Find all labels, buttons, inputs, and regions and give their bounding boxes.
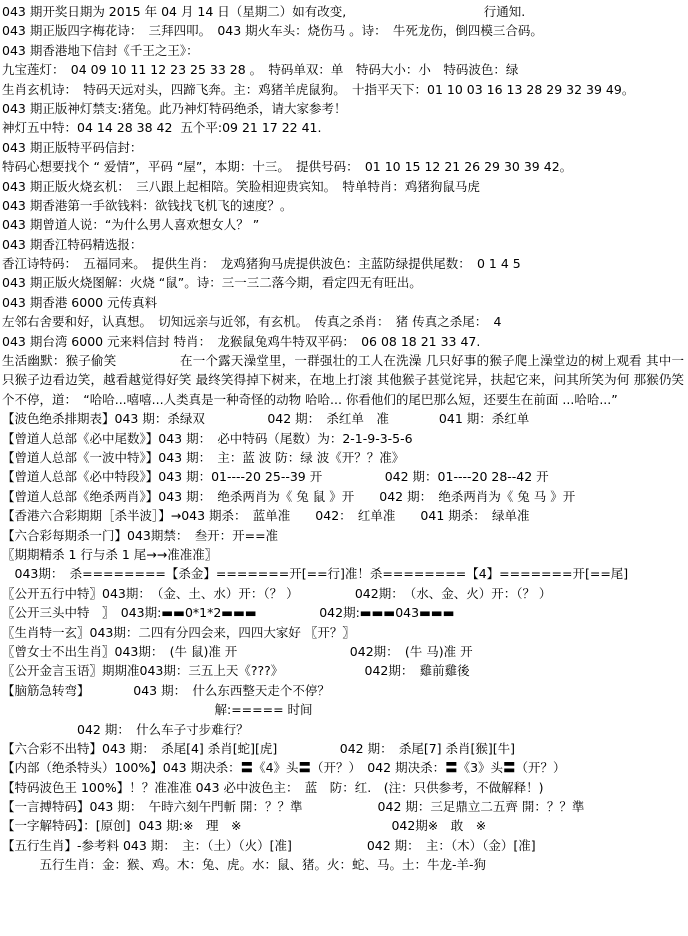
info-lines bbox=[2, 2, 684, 351]
prediction-row: 〖公开金言玉语〗期期准043期：三五上天《???》 042期： 雞前雞後 bbox=[2, 663, 470, 679]
prediction-row: 【六合彩每期杀一门】043期禁： 叁开：开==准 bbox=[2, 527, 279, 543]
text-line: 香江诗特码： 五福同来。 提供生肖： 龙鸡猪狗马虎提供波色：主蓝防绿提供尾数： 0 1 4 5 bbox=[2, 256, 521, 272]
text-line: 043 期台湾 6000 元来料信封 特肖： 龙猴鼠兔鸡牛特双平码： 06 08 18 21 33 47. bbox=[2, 333, 481, 349]
prediction-row: 〖期期精杀 1 行与杀 1 尾→→准准准〗 bbox=[2, 546, 218, 562]
prediction-row: 解:===== 时间 bbox=[2, 702, 313, 718]
story-title: 生活幽默： bbox=[2, 353, 66, 369]
prediction-row: 〖公开三头中特 〗 043期:▬▬0*1*2▬▬▬ 042期:▬▬▬043▬▬▬ bbox=[2, 605, 455, 621]
prediction-row: 【五行生肖】-参考料 043 期： 主：（土）（火）[准] 042 期： 主：（木）（金）[准] bbox=[2, 837, 536, 853]
prediction-row: 【波色绝杀排期表】043 期：杀绿双 042 期： 杀红单 准 041 期：杀红单 bbox=[2, 411, 530, 427]
prediction-row: 【特码波色王 100%】！？准准准 043 必中波色主： 蓝 防：红. (注：只供参考，不做解释！) bbox=[2, 779, 544, 795]
text-line: 特码心想要找个 “ 爱情”，平码 “屋”，本期：十三。 提供号码： 01 10 15 12 21 26 29 30 39 42。 bbox=[2, 159, 573, 175]
text-line: 左邻右舍要和好，认真想。 切知远亲与近邻，有玄机。 传真之杀肖： 猪 传真之杀尾： 4 bbox=[2, 314, 502, 330]
text-line: 043 期正版特平码信封： bbox=[2, 139, 143, 155]
prediction-row: 【六合彩不出特】043 期： 杀尾[4] 杀肖[蛇][虎] 042 期： 杀尾[7] 杀肖[猴][牛] bbox=[2, 740, 516, 756]
prediction-row: 【一言搏特码】043 期： 午時六刻午門斬 開：？？準 042 期：三足鼎立二五齊 開：？？準 bbox=[2, 799, 585, 815]
text-line: 043 期正版火烧玄机： 三八跟上起相陪。笑脸相迎贵宾知。 特单特肖：鸡猪狗鼠马虎 bbox=[2, 178, 480, 194]
text-line: 043 期香港第一手欲钱料：欲钱找飞机飞的速度？。 bbox=[2, 197, 293, 213]
text-line: 043 期正版四字梅花诗： 三拜四叩。 043 期火车头：烧伤马 。诗： 牛死龙伤，倒四模三合码。 bbox=[2, 23, 543, 39]
prediction-row: 【曾道人总部《一波中特》】043 期： 主：蓝 波 防：绿 波《开？？准》 bbox=[2, 450, 405, 466]
prediction-row: 〖公开五行中特〗043期： （金、土、水）开：（？ ） 042期： （水、金、火）开：（？ ） bbox=[2, 585, 552, 601]
prediction-row: 【香港六合彩期期［杀半波］】→043 期杀： 蓝单准 042： 红单准 041 期杀： 绿单准 bbox=[2, 508, 530, 524]
prediction-row: 〖生肖特一玄〗043期：二四有分四会来，四四大家好 〖开？〗 bbox=[2, 624, 355, 640]
text-line: 043 期香港地下信封《千王之王》： bbox=[2, 42, 199, 58]
prediction-row: 〖曾女士不出生肖〗043期： (牛 鼠)准 开 042期： (牛 马)准 开 bbox=[2, 643, 473, 659]
prediction-row: 【内部（绝杀特头）100%】043 期决杀：〓《4》头〓（开？） 042 期决杀：〓《3》头〓（开？） bbox=[2, 760, 566, 776]
prediction-row: 042 期： 什么车子寸步难行？ bbox=[2, 721, 249, 737]
prediction-row: 五行生肖：金：猴、鸡。木：兔、虎。水：鼠、猪。火：蛇、马。土：牛龙-羊-狗 bbox=[2, 857, 487, 873]
prediction-row: 【曾道人总部《必中特段》】043 期：01----20 25--39 开 042 期：01----20 28--42 开 bbox=[2, 469, 549, 485]
text-line: 043 期曾道人说：“为什么男人喜欢想女人？ ” bbox=[2, 217, 260, 233]
text-line: 生肖玄机诗： 特码天远对头，四蹄飞奔。主：鸡猪羊虎鼠狗。 十指平天下：01 10 03 16 13 28 29 32 39 49。 bbox=[2, 81, 635, 97]
prediction-row: 【脑筋急转弯】 043 期： 什么东西整天走个不停？ bbox=[2, 682, 330, 698]
text-line: 043 期香江特码精选报： bbox=[2, 236, 143, 252]
prediction-row: 【曾道人总部《绝杀两肖》】043 期： 绝杀两肖为《 兔 鼠 》开 042 期： 绝杀两肖为《 兔 马 》开 bbox=[2, 488, 576, 504]
story-headline: 猴子偷笑 bbox=[65, 353, 117, 369]
story-body: 在一个露天澡堂里，一群强壮的工人在洗澡 几只好事的猴子爬上澡堂边的树上观看 其中一只猴子边看边笑，越看越觉得好笑 最终笑得掉下树来，在地上打滚 其他猴子甚觉诧异，扶起它来，问其所笑为何 那猴仍笑个不停，道： “哈哈...嘻嘻...人类真是一种奇怪的动物 哈哈... 你看他们的尾巴那么短，还要生在前面 ...哈哈...” bbox=[2, 353, 684, 407]
prediction-row: 043期： 杀========【杀金】=======开[==行]准！杀========【4】=======开[==尾] bbox=[2, 566, 629, 582]
text-line: 043 期正版火烧图解：火烧 “鼠”。诗：三一三二落今期，看定四无有旺出。 bbox=[2, 275, 422, 291]
text-line: 九宝莲灯： 04 09 10 11 12 23 25 33 28 。 特码单双：单 特码大小：小 特码波色：绿 bbox=[2, 62, 519, 78]
prediction-row: 【一字解特码】：[原创] 043 期:※ 理 ※ 042期※ 敢 ※ bbox=[2, 818, 487, 834]
text-line: 043 期正版神灯禁支:猪兔。此乃神灯特码绝杀，请大家参考！ bbox=[2, 100, 347, 116]
prediction-row: 【曾道人总部《必中尾数》】043 期： 必中特码（尾数）为：2-1-9-3-5-6 bbox=[2, 430, 413, 446]
text-line: 043 期香港 6000 元传真料 bbox=[2, 294, 158, 310]
prediction-rows bbox=[2, 409, 684, 874]
text-line: 043 期开奖日期为 2015 年 04 月 14 日（星期二）如有改变, 行通知. bbox=[2, 4, 526, 19]
story-block bbox=[2, 351, 684, 409]
text-line: 神灯五中特：04 14 28 38 42 五个平:09 21 17 22 41. bbox=[2, 120, 322, 136]
